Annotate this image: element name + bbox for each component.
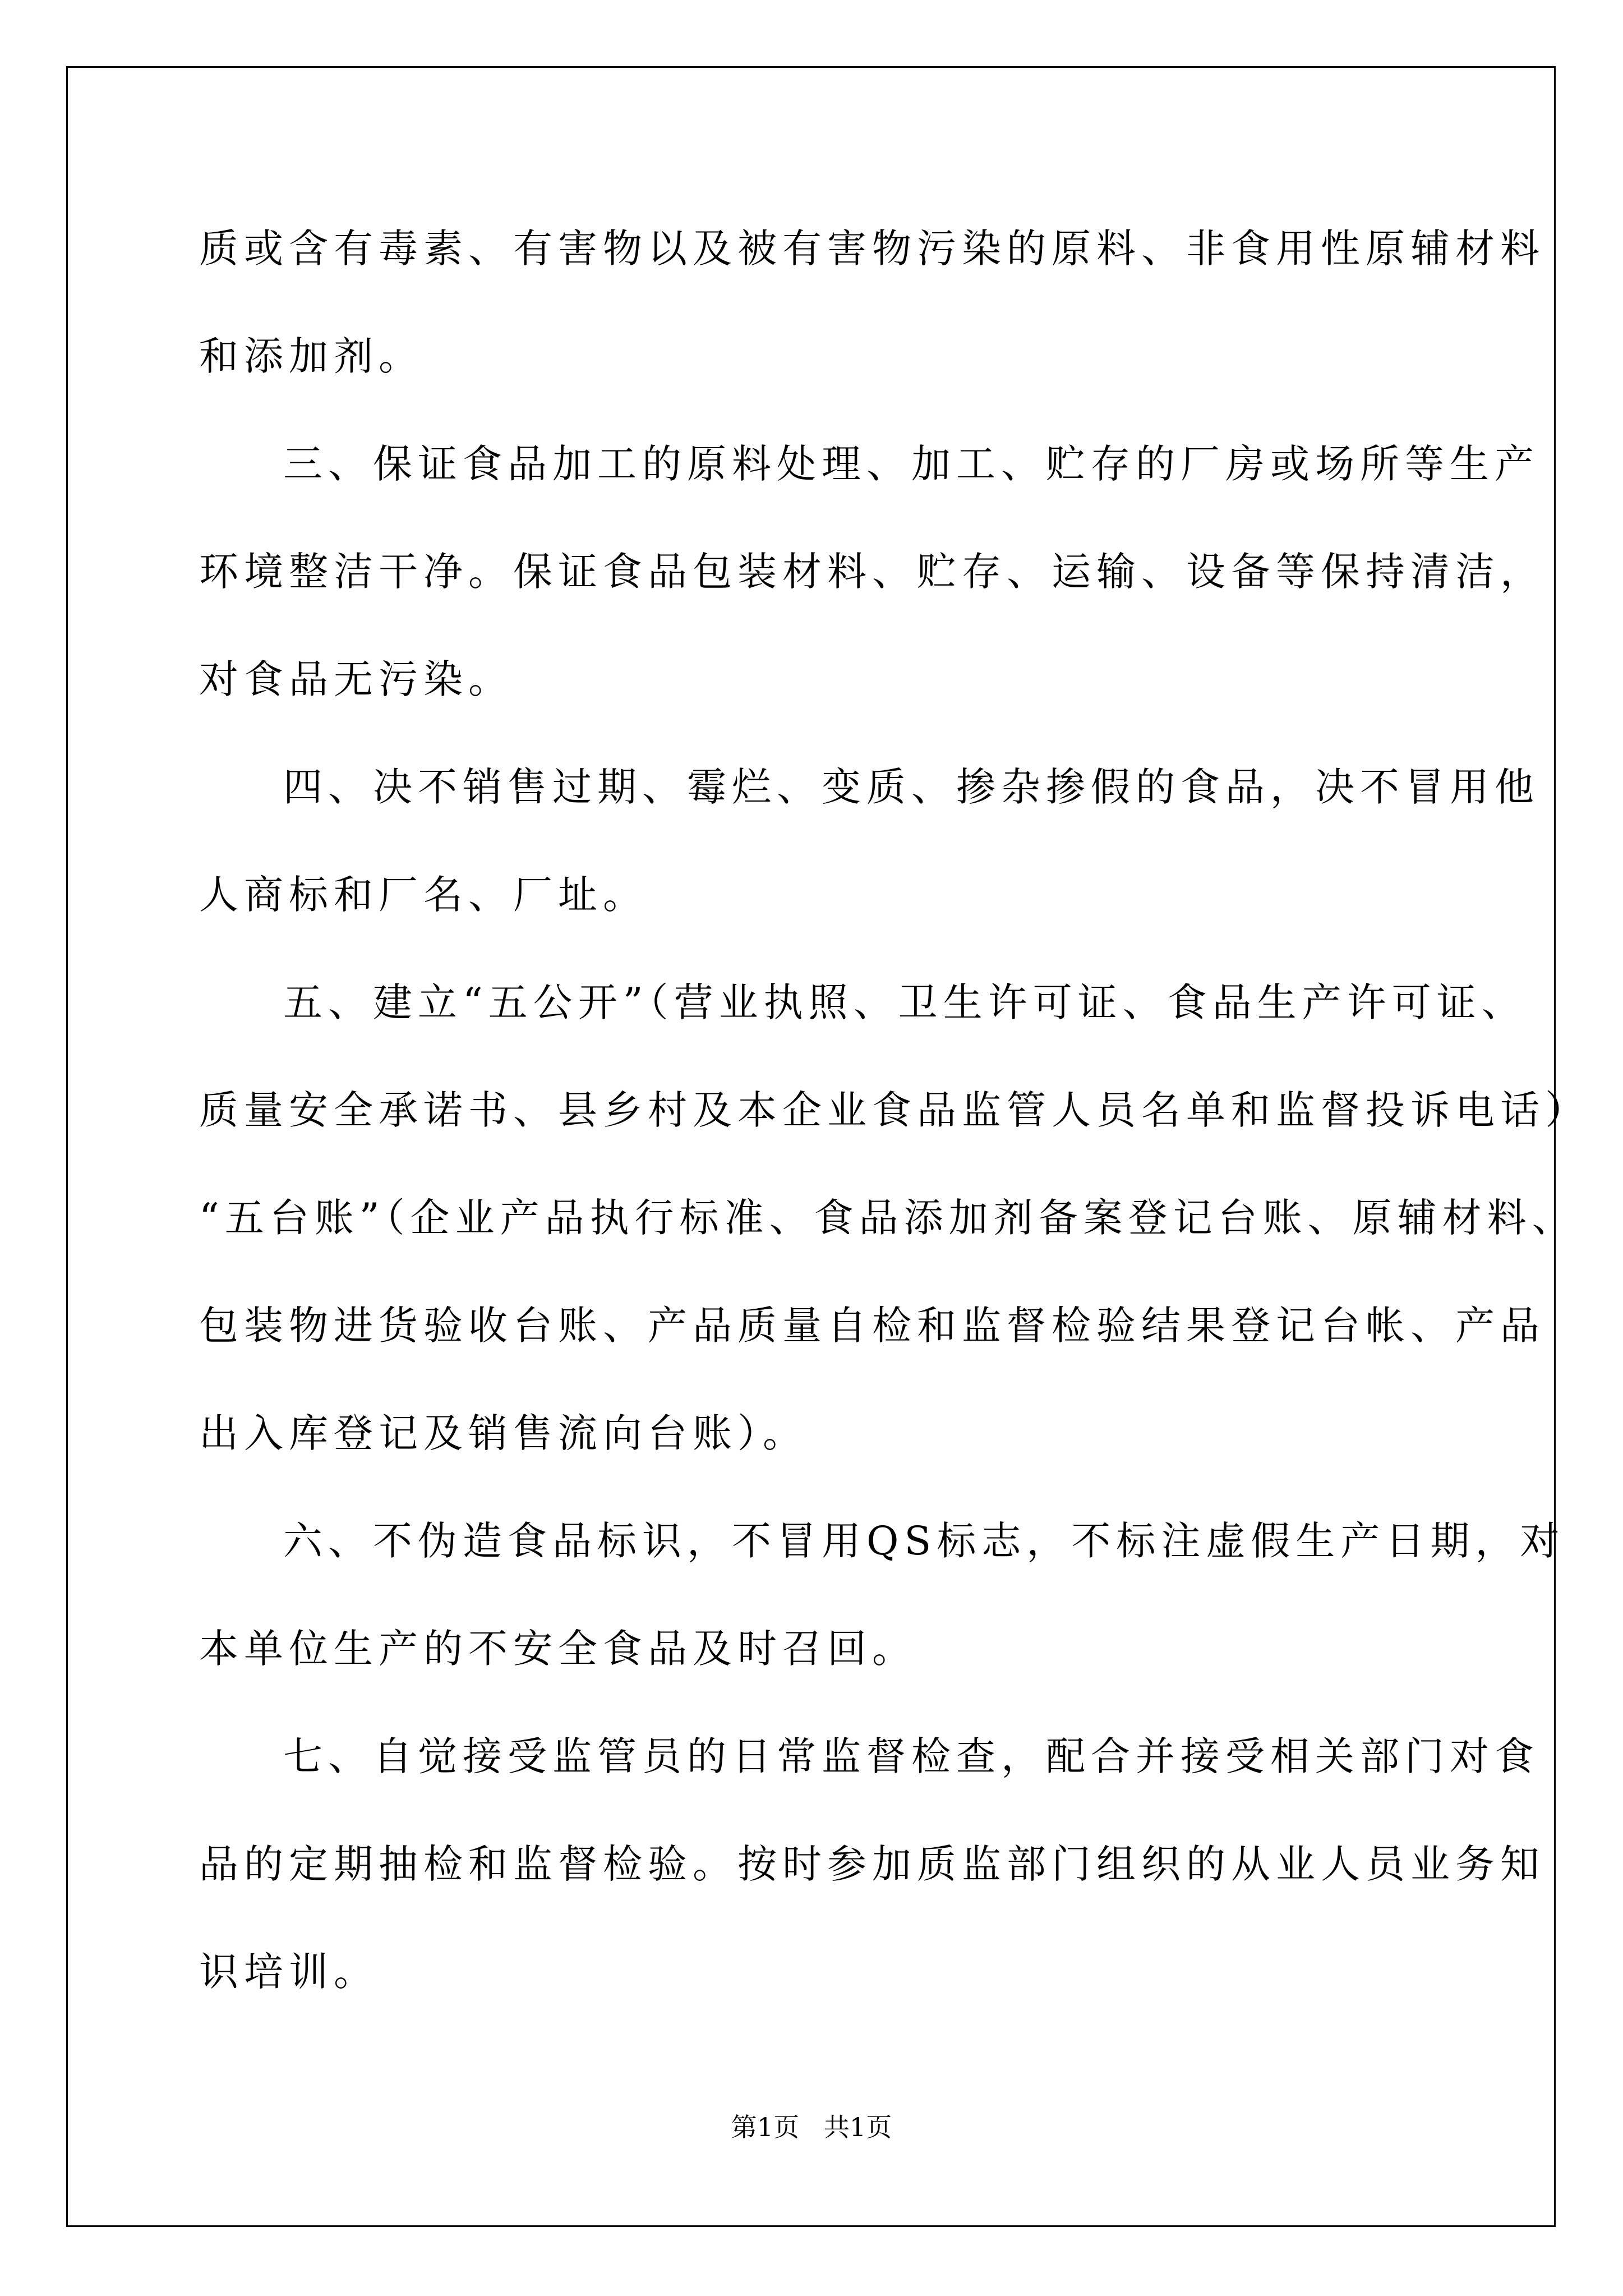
page-number-footer: 第1页 共1页: [731, 2112, 892, 2142]
paragraph-7-start: 七、自觉接受监管员的日常监督检查，配合并接受相关部门对食: [283, 1733, 1539, 1779]
text-line: 对食品无污染。: [199, 656, 513, 702]
text-line: 环境整洁干净。保证食品包装材料、贮存、运输、设备等保持清洁，: [199, 549, 1545, 595]
paragraph-5-start: 五、建立“五公开”（营业执照、卫生许可证、食品生产许可证、: [283, 979, 1527, 1025]
text-line: 品的定期抽检和监督检验。按时参加质监部门组织的从业人员业务知: [199, 1841, 1545, 1887]
text-line: 人商标和厂名、厂址。: [199, 872, 648, 918]
text-line: 出入库登记及销售流向台账）。: [199, 1410, 808, 1456]
page-border: [66, 66, 1556, 2227]
paragraph-3-start: 三、保证食品加工的原料处理、加工、贮存的厂房或场所等生产: [283, 441, 1539, 487]
text-line: 和添加剂。: [199, 333, 423, 379]
text-line: “五台账”（企业产品执行标准、食品添加剂备案登记台账、原辅材料、: [199, 1195, 1577, 1241]
text-line: 识培训。: [199, 1949, 379, 1995]
text-line: 本单位生产的不安全食品及时召回。: [199, 1626, 917, 1672]
paragraph-4-start: 四、决不销售过期、霉烂、变质、掺杂掺假的食品，决不冒用他: [283, 764, 1539, 810]
text-line: 包装物进货验收台账、产品质量自检和监督检验结果登记台帐、产品: [199, 1303, 1545, 1349]
text-line: 质或含有毒素、有害物以及被有害物污染的原料、非食用性原辅材料: [199, 226, 1545, 272]
text-line: 质量安全承诺书、县乡村及本企业食品监管人员名单和监督投诉电话）: [199, 1087, 1590, 1133]
paragraph-6-start: 六、不伪造食品标识，不冒用QS标志，不标注虚假生产日期，对: [283, 1518, 1565, 1564]
